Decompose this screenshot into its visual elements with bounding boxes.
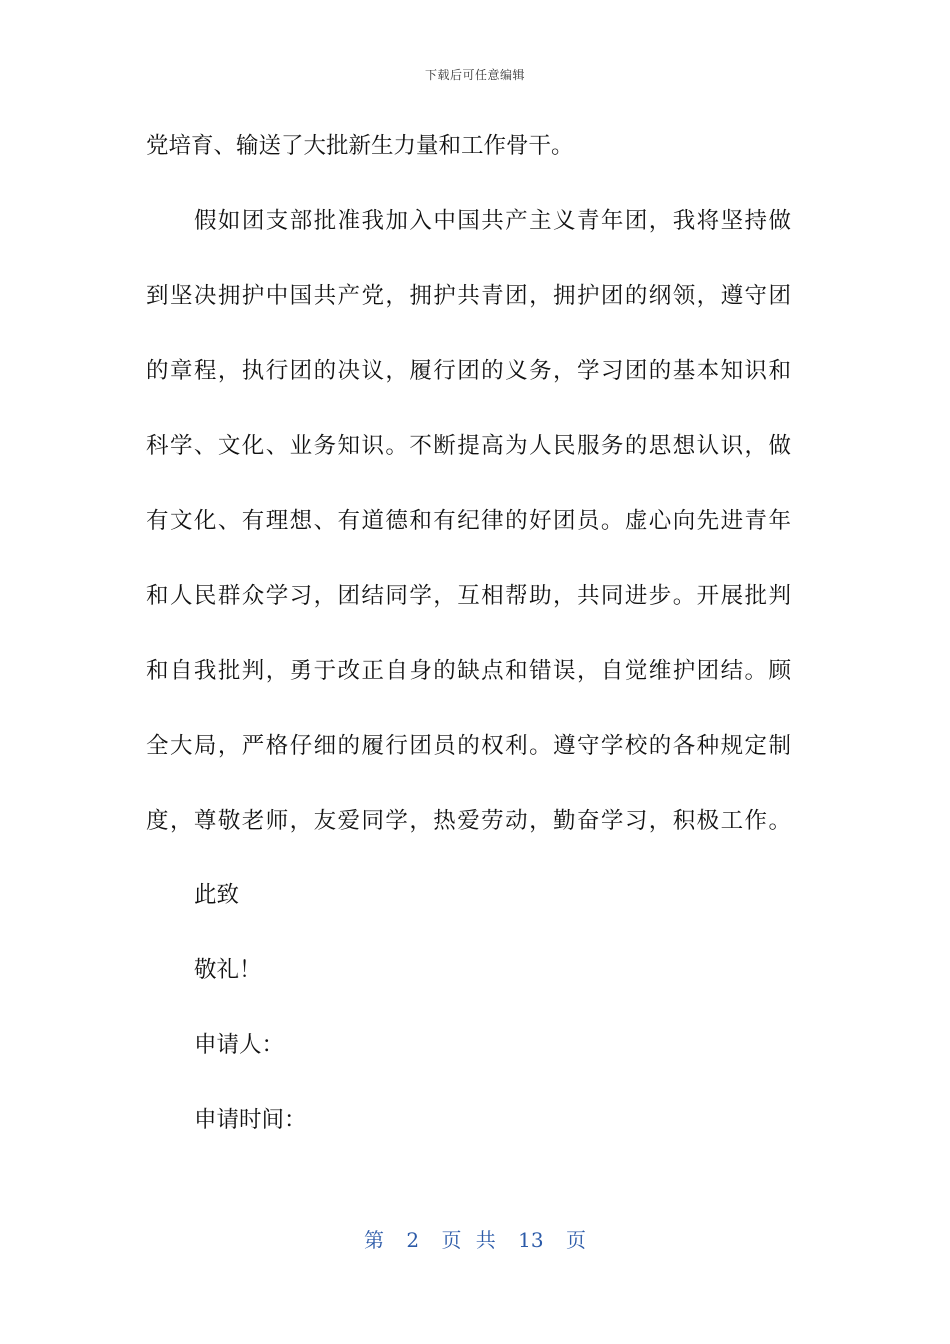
text-line: 度，尊敬老师，友爱同学，热爱劳动，勤奋学习，积极工作。 [146,808,791,834]
applicant-label: 申请人： [194,1032,285,1058]
page-label-suffix: 页 [565,1228,586,1252]
page-label-prefix: 第 [364,1228,384,1252]
text-line: 假如团支部批准我加入中国共产主义青年团，我将坚持做 [194,208,791,234]
text-line: 有文化、有理想、有道德和有纪律的好团员。虚心向先进青年 [146,508,791,534]
regards: 敬礼！ [194,957,262,983]
page-indicator [0,1224,950,1253]
text-line: 和人民群众学习，团结同学，互相帮助，共同进步。开展批判 [146,583,791,609]
salutation: 此致 [194,882,240,908]
page-label-mid: 页 共 [441,1228,496,1252]
text-line: 全大局，严格仔细的履行团员的权利。遵守学校的各种规定制 [146,733,791,759]
text-line: 到坚决拥护中国共产党，拥护共青团，拥护团的纲领，遵守团 [146,283,791,309]
page-current: 2 [406,1228,420,1252]
apply-time-label: 申请时间： [194,1107,307,1133]
letter-body [146,124,791,874]
header-note: 下载后可任意编辑 [424,68,525,82]
page-total: 13 [518,1228,544,1252]
text-line: 的章程，执行团的决议，履行团的义务，学习团的基本知识和 [146,358,791,384]
text-line: 科学、文化、业务知识。不断提高为人民服务的思想认识，做 [146,433,791,459]
text-line: 和自我批判，勇于改正自身的缺点和错误，自觉维护团结。顾 [146,658,791,684]
text-line: 党培育、输送了大批新生力量和工作骨干。 [146,133,574,159]
